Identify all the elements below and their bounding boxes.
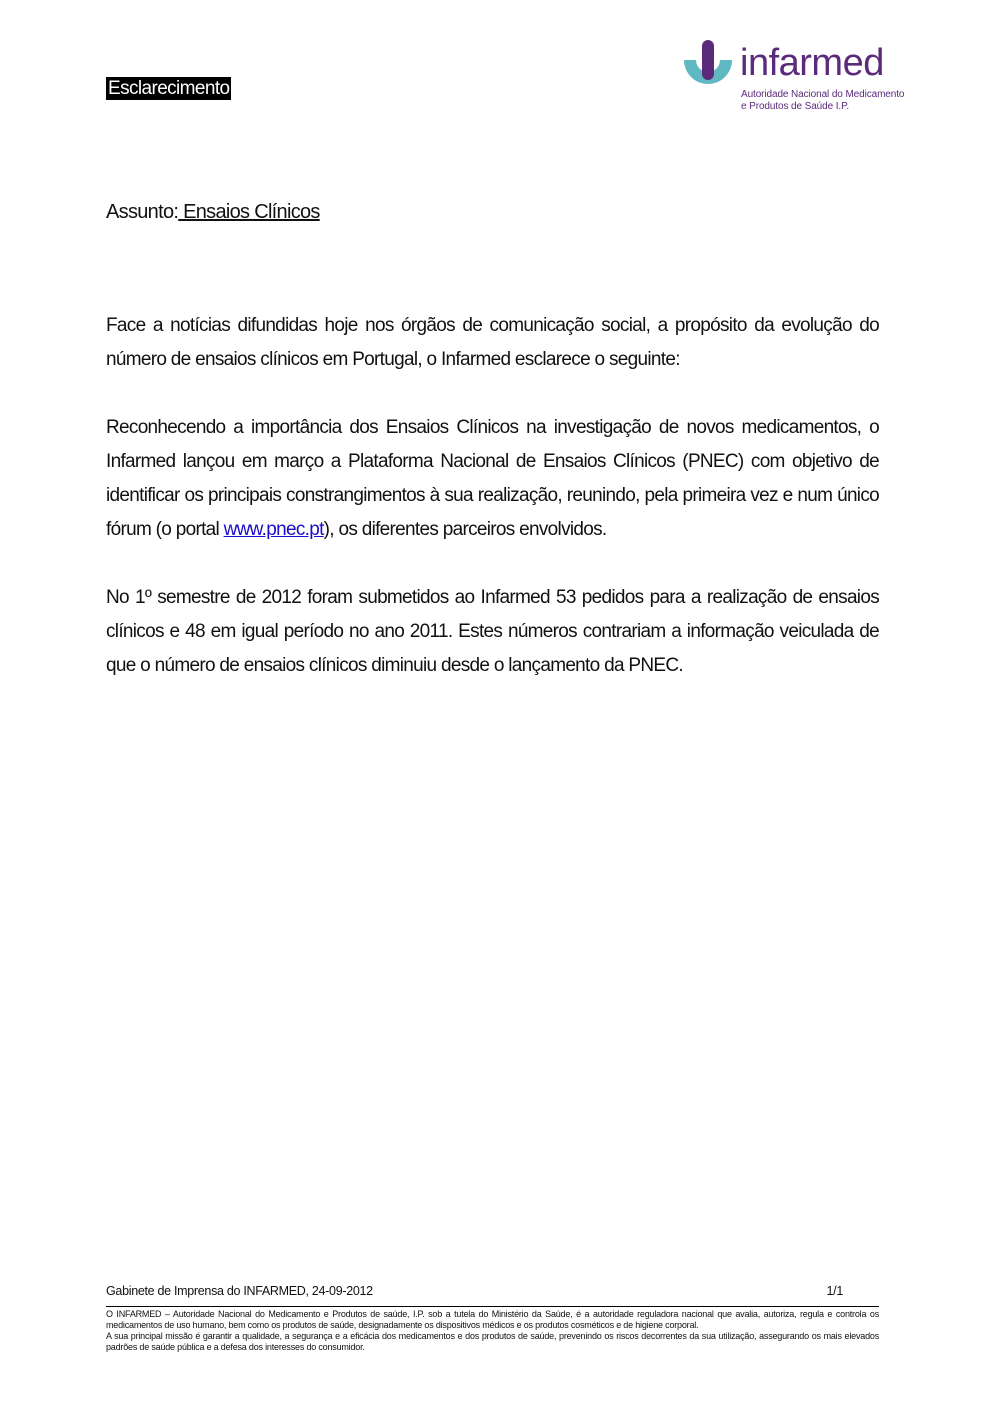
footer-disclaimer-1: O INFARMED – Autoridade Nacional do Medicamento e Produtos de saúde, I.P. sob a tutela do Ministério da Saúde, é a autoridade reguladora nacional que avalia, autoriza, regula e controla os medicamentos de uso humano, bem como os produtos de saúde, designadamente os dispositivos médicos e os produtos cosméticos e de higiene corporal.: [106, 1309, 879, 1330]
subject-label: Assunto:: [106, 201, 179, 223]
logo-subtitle-line1: Autoridade Nacional do Medicamento: [741, 89, 905, 100]
footer-office: Gabinete de Imprensa do INFARMED, 24-09-2012: [106, 1284, 373, 1298]
paragraph-3: No 1º semestre de 2012 foram submetidos ao Infarmed 53 pedidos para a realização de ensaios clínicos e 48 em igual período no ano 2011. Estes números contrariam a informação veiculada de que o número de ensaios clínicos diminuiu desde o lançamento da PNEC.: [106, 587, 879, 676]
footer-divider: [106, 1306, 879, 1307]
paragraph-2-text-start: Reconhecendo a importância dos Ensaios Clínicos na investigação de novos medicamentos, o Infarmed lançou em março a Plataforma Nacional de Ensaios Clínicos (PNEC) com objetivo de identificar os principais constrangimentos à sua realização, reunindo, pela primeira vez e num único fórum (o portal: [106, 417, 879, 540]
subject-line: [106, 199, 320, 225]
document-type-badge: Esclarecimento: [108, 78, 230, 99]
logo-subtitle: [741, 89, 904, 113]
paragraph-2-text-end: ), os diferentes parceiros envolvidos.: [323, 519, 607, 540]
document-body: [106, 309, 879, 717]
paragraph-2: [106, 411, 879, 547]
logo-wordmark: infarmed: [740, 42, 884, 84]
infarmed-logo: [680, 40, 905, 120]
footer-disclaimer: [106, 1309, 879, 1353]
infarmed-logo-icon: [680, 40, 736, 98]
pnec-portal-link[interactable]: www.pnec.pt: [223, 519, 324, 540]
paragraph-1: Face a notícias difundidas hoje nos órgãos de comunicação social, a propósito da evolução do número de ensaios clínicos em Portugal, o Infarmed esclarece o seguinte:: [106, 315, 879, 370]
logo-subtitle-line2: e Produtos de Saúde I.P.: [741, 101, 850, 112]
subject-topic: Ensaios Clínicos: [178, 201, 320, 223]
page-number: 1/1: [826, 1284, 843, 1298]
footer-info: [106, 1282, 843, 1300]
footer-disclaimer-2: A sua principal missão é garantir a qualidade, a segurança e a eficácia dos medicamentos e dos produtos de saúde, prevenindo os riscos decorrentes da sua utilização, assegurando os mais elevados padrões de saúde pública e a defesa dos interesses do consumidor.: [106, 1331, 879, 1352]
